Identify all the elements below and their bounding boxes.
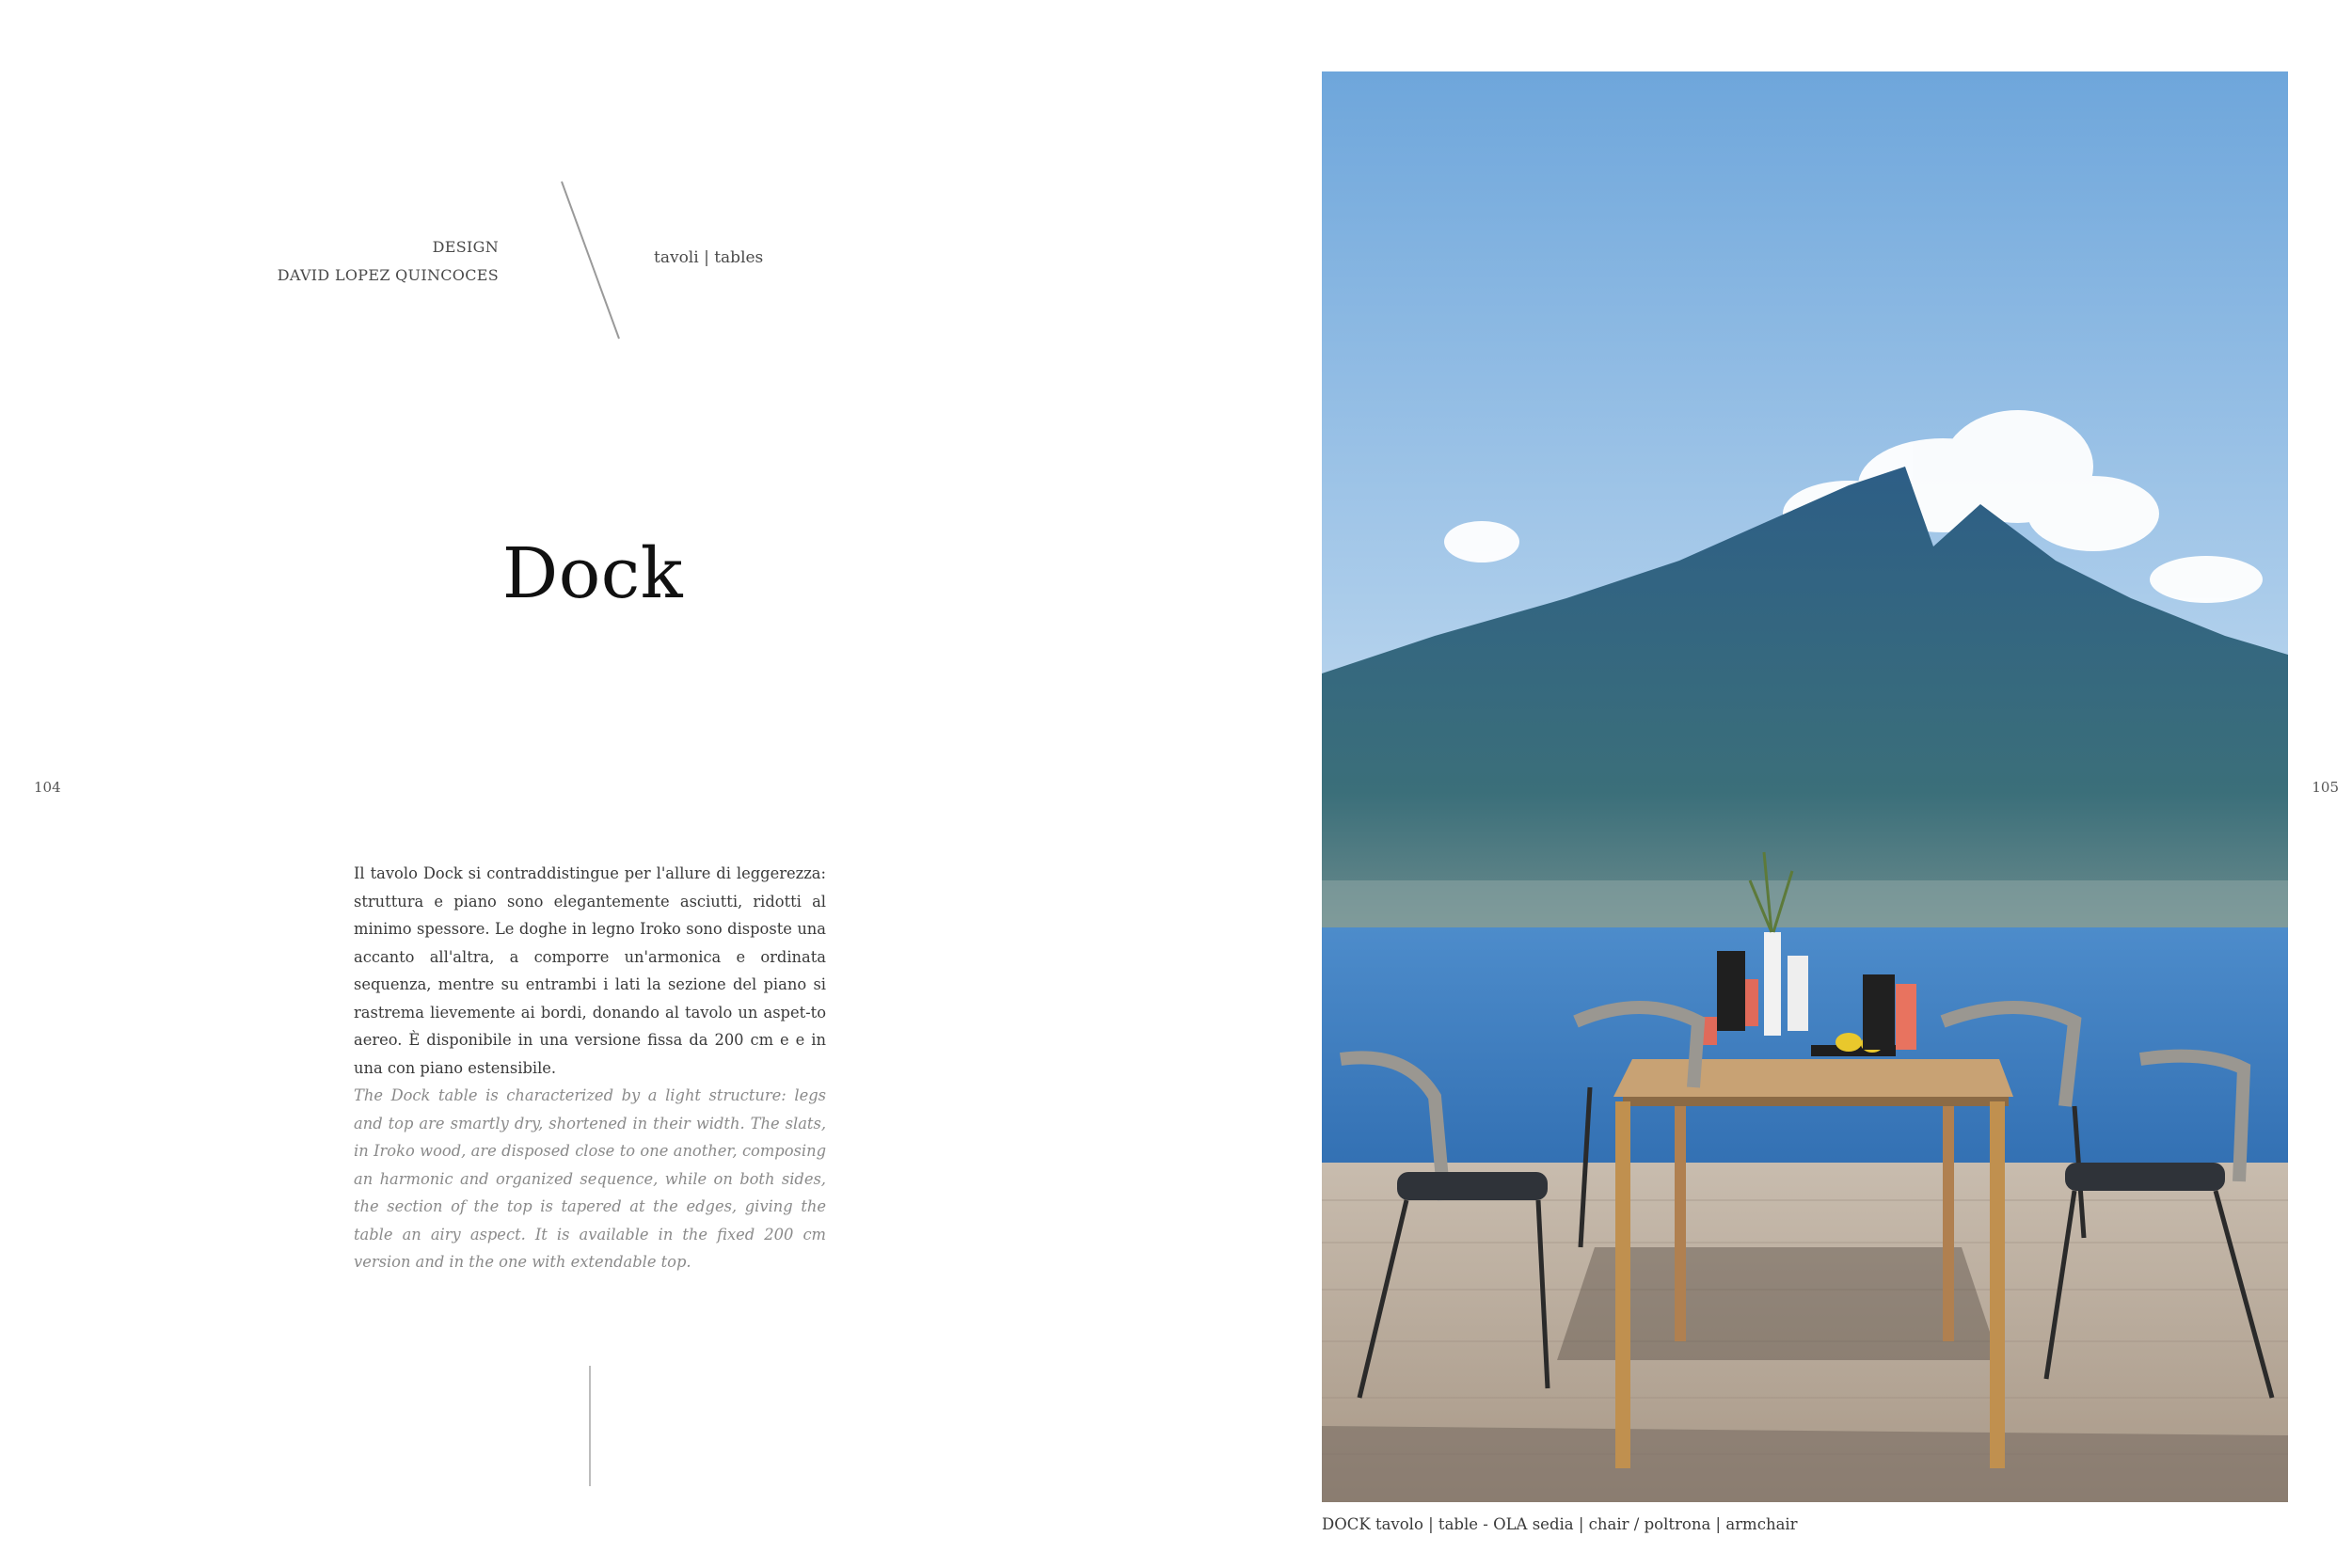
village-shore — [1322, 880, 2288, 932]
designer-name: DAVID LOPEZ QUINCOCES — [277, 266, 499, 284]
vertical-rule — [589, 1366, 591, 1486]
photo-caption: DOCK tavolo | table - OLA sedia | chair / poltrona | armchair — [1322, 1515, 1798, 1533]
designer-credit — [226, 233, 499, 290]
design-label: DESIGN — [432, 238, 499, 256]
page-number-right: 105 — [2312, 779, 2339, 796]
description-english: The Dock table is characterized by a light structure: legs and top are smartly dry, shortened in their width. The slats, in Iroko wood, are disposed close to one another, composing an harmonic and organized sequence, while on both sides, the section of the top is tapered at the edges, giving the table an airy aspect. It is available in the fixed 200 cm version and in the one with extendable top. — [354, 1086, 826, 1271]
product-title: Dock — [501, 532, 684, 614]
product-photo — [1322, 71, 2288, 1502]
lake-terrace-scene — [1322, 71, 2288, 1502]
category-label: tavoli | tables — [654, 248, 764, 267]
shadow — [1322, 1426, 2288, 1502]
page-number-left: 104 — [34, 779, 61, 796]
description-italian: Il tavolo Dock si contraddistingue per l'allure di leggerezza: struttura e piano sono elegantemente asciutti, ridotti al minimo spessore. Le doghe in legno Iroko sono disposte una accanto all'altra, a comporre un'armonica e ordinata sequenza, mentre su entrambi i lati la sezione del piano si rastrema lievemente ai bordi, donando al tavolo un aspet-to aereo. È disponibile in una versione fissa da 200 cm e e in una con piano estensibile. — [354, 864, 826, 1077]
